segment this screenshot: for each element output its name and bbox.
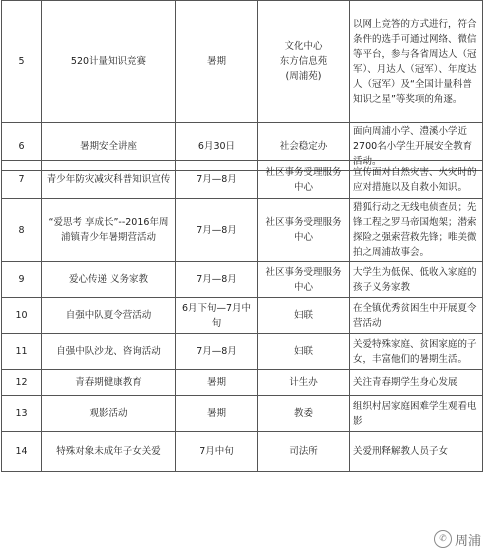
activity-content-cell: 关爱刑释解教人员子女 bbox=[350, 432, 483, 472]
activity-content-cell: 关爱特殊家庭、贫困家庭的子女，丰富他们的暑期生活。 bbox=[350, 334, 483, 370]
table-top bbox=[1, 0, 483, 171]
organizer-cell: 文化中心 东方信息苑 (周浦苑) bbox=[258, 1, 350, 123]
table-row bbox=[2, 432, 483, 472]
row-number-cell: 10 bbox=[2, 298, 42, 334]
organizer-cell: 妇联 bbox=[258, 298, 350, 334]
activity-time-cell: 暑期 bbox=[176, 1, 258, 123]
organizer-cell: 司法所 bbox=[258, 432, 350, 472]
organizer-cell: 社会稳定办 bbox=[258, 123, 350, 171]
activity-content-cell: 面向周浦小学、澧溪小学近2700名小学生开展安全教育活动。 bbox=[350, 123, 483, 171]
activity-time-cell: 7月—8月 bbox=[176, 199, 258, 262]
activity-name-cell: 青少年防灾减灾科普知识宣传 bbox=[42, 161, 176, 199]
row-number-cell: 6 bbox=[2, 123, 42, 171]
row-number-cell: 11 bbox=[2, 334, 42, 370]
activity-time-cell: 7月—8月 bbox=[176, 161, 258, 199]
activity-content-cell: 在全镇优秀贫困生中开展夏令营活动 bbox=[350, 298, 483, 334]
activity-time-cell: 7月—8月 bbox=[176, 334, 258, 370]
activity-name-cell: 特殊对象未成年子女关爱 bbox=[42, 432, 176, 472]
activity-name-cell: 自强中队夏令营活动 bbox=[42, 298, 176, 334]
table-bottom bbox=[1, 160, 483, 472]
row-number-cell: 8 bbox=[2, 199, 42, 262]
activity-name-cell: 青春期健康教育 bbox=[42, 370, 176, 396]
table-row bbox=[2, 334, 483, 370]
activity-content-cell: 宣传面对自然灾害、火灾时的应对措施以及自救小知识。 bbox=[350, 161, 483, 199]
row-number-cell: 9 bbox=[2, 262, 42, 298]
organizer-cell: 社区事务受理服务中心 bbox=[258, 199, 350, 262]
organizer-cell: 社区事务受理服务中心 bbox=[258, 161, 350, 199]
table-row bbox=[2, 370, 483, 396]
activity-name-cell: 观影活动 bbox=[42, 396, 176, 432]
table-row bbox=[2, 396, 483, 432]
activity-time-cell: 7月—8月 bbox=[176, 262, 258, 298]
table-row bbox=[2, 298, 483, 334]
activity-time-cell: 6月下旬—7月中旬 bbox=[176, 298, 258, 334]
activity-name-cell: 520计量知识竞赛 bbox=[42, 1, 176, 123]
activity-name-cell: 暑期安全讲座 bbox=[42, 123, 176, 171]
row-number-cell: 13 bbox=[2, 396, 42, 432]
activity-name-cell: 爱心传递 义务家教 bbox=[42, 262, 176, 298]
activity-name-cell: 自强中队沙龙、咨询活动 bbox=[42, 334, 176, 370]
row-number-cell: 14 bbox=[2, 432, 42, 472]
wechat-logo-icon: ✆ bbox=[434, 530, 452, 548]
activity-time-cell: 6月30日 bbox=[176, 123, 258, 171]
row-number-cell: 5 bbox=[2, 1, 42, 123]
activity-name-cell: “爱思考 享成长”--2016年周浦镇青少年暑期营活动 bbox=[42, 199, 176, 262]
activity-content-cell: 关注青春期学生身心发展 bbox=[350, 370, 483, 396]
table-row bbox=[2, 199, 483, 262]
organizer-cell: 妇联 bbox=[258, 334, 350, 370]
organizer-cell: 社区事务受理服务中心 bbox=[258, 262, 350, 298]
row-number-cell: 7 bbox=[2, 161, 42, 199]
activity-time-cell: 7月中旬 bbox=[176, 432, 258, 472]
activity-time-cell: 暑期 bbox=[176, 370, 258, 396]
activity-content-cell: 以网上竞答的方式进行，符合条件的选手可通过网络、微信等平台，参与各省周达人（冠军）、月达人（冠军）、年度达人（冠军）及“全国计量科普知识之星”等奖项的角逐。 bbox=[350, 1, 483, 123]
watermark-text: 周浦 bbox=[454, 533, 481, 549]
table-row bbox=[2, 262, 483, 298]
organizer-cell: 教委 bbox=[258, 396, 350, 432]
watermark bbox=[431, 528, 481, 550]
organizer-cell: 计生办 bbox=[258, 370, 350, 396]
row-number-cell: 12 bbox=[2, 370, 42, 396]
activity-content-cell: 组织村居家庭困难学生观看电影 bbox=[350, 396, 483, 432]
activity-time-cell: 暑期 bbox=[176, 396, 258, 432]
table-row bbox=[2, 1, 483, 123]
table-row bbox=[2, 161, 483, 199]
activity-content-cell: 猎狐行动之无线电侦查员；先锋工程之罗马帝国炮架；潜索探险之强索营救先锋；唯美微拍之周浦故事会。 bbox=[350, 199, 483, 262]
activity-content-cell: 大学生为低保、低收入家庭的孩子义务家教 bbox=[350, 262, 483, 298]
